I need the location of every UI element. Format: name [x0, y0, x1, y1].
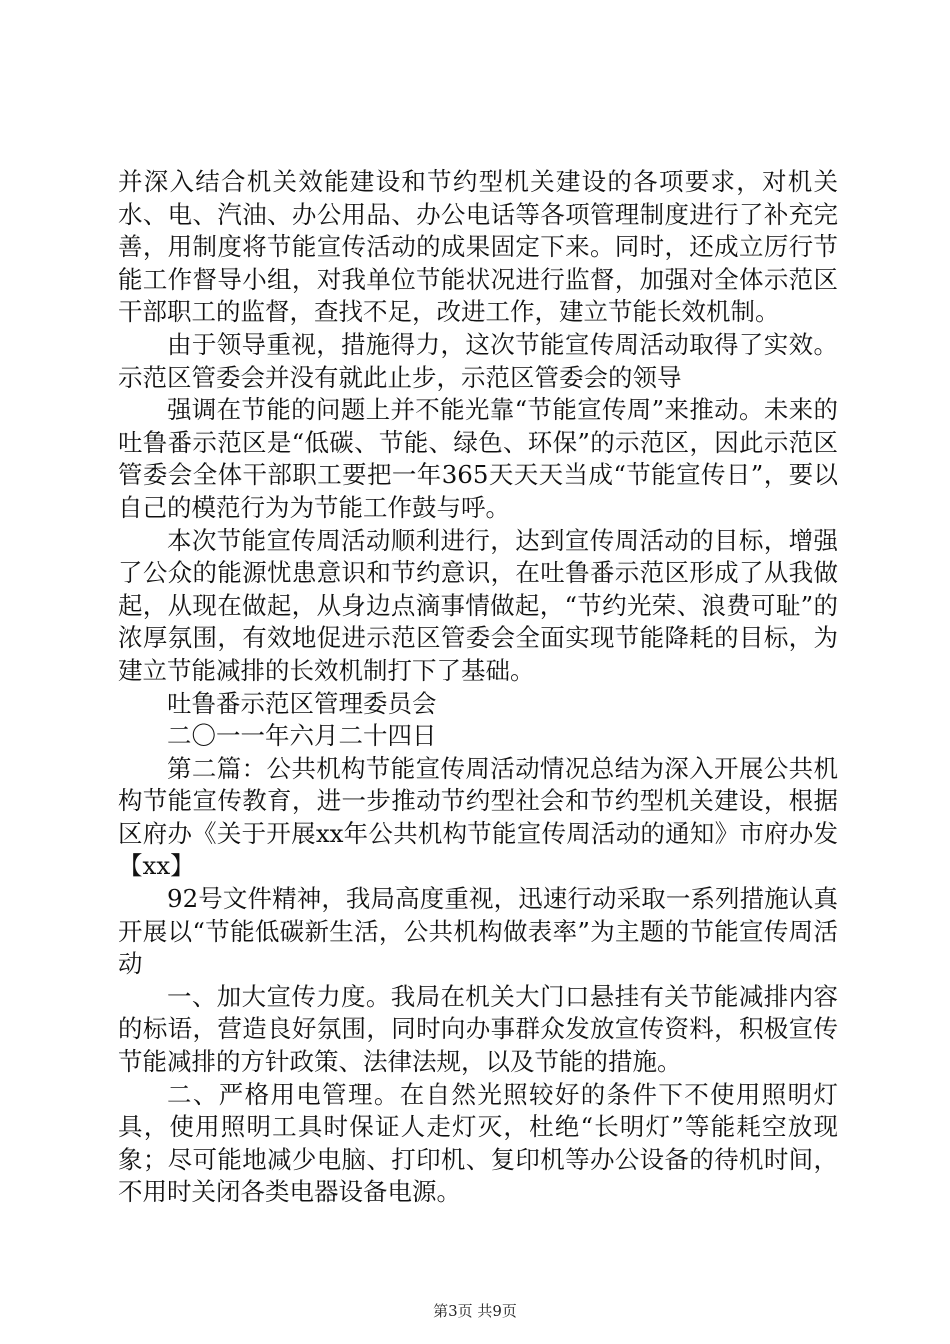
- paragraph-item-two: 二、严格用电管理。在自然光照较好的条件下不使用照明灯具，使用照明工具时保证人走灯灭，杜绝“长明灯”等能耗空放现象；尽可能地减少电脑、打印机、复印机等办公设备的待机时间，不用时关闭各类电器设备电源。: [118, 1079, 838, 1207]
- paragraph-2: 由于领导重视，措施得力，这次节能宣传周活动取得了实效。示范区管委会并没有就此止步，示范区管委会的领导: [118, 329, 838, 392]
- page-number: 第3页 共9页: [433, 1302, 517, 1320]
- signature-date: 二〇一一年六月二十四日: [167, 721, 437, 751]
- paragraph-item-one: 一、加大宣传力度。我局在机关大门口悬挂有关节能减排内容的标语，营造良好氛围，同时向办事群众发放宣传资料，积极宣传节能减排的方针政策、法律法规，以及节能的措施。: [118, 981, 838, 1077]
- paragraph-4: 本次节能宣传周活动顺利进行，达到宣传周活动的目标，增强了公众的能源忧患意识和节约意识，在吐鲁番示范区形成了从我做起，从现在做起，从身边点滴事情做起，“节约光荣、浪费可耻”的浓厚氛围，有效地促进示范区管委会全面实现节能降耗的目标，为建立节能减排的长效机制打下了基础。: [118, 525, 838, 685]
- paragraph-document-spirit: 92号文件精神，我局高度重视，迅速行动采取一系列措施认真开展以“节能低碳新生活，公共机构做表率”为主题的节能宣传周活动: [118, 884, 838, 979]
- paragraph-3: 强调在节能的问题上并不能光靠“节能宣传周”来推动。未来的吐鲁番示范区是“低碳、节能、绿色、环保”的示范区，因此示范区管委会全体干部职工要把一年365天天天当成“节能宣传日”，要以自己的模范行为为节能工作鼓与呼。: [118, 395, 838, 522]
- paragraph-section-two: 第二篇：公共机构节能宣传周活动情况总结为深入开展公共机构节能宣传教育，进一步推动节约型社会和节约型机关建设，根据区府办《关于开展xx年公共机构节能宣传周活动的通知》市府办发【xx】: [118, 753, 838, 881]
- document-body: [118, 166, 838, 1209]
- signature-organization: 吐鲁番示范区管理委员会: [167, 688, 437, 718]
- paragraph-1: 并深入结合机关效能建设和节约型机关建设的各项要求，对机关水、电、汽油、办公用品、办公电话等各项管理制度进行了补充完善，用制度将节能宣传活动的成果固定下来。同时，还成立厉行节能工作督导小组，对我单位节能状况进行监督，加强对全体示范区干部职工的监督，查找不足，改进工作，建立节能长效机制。: [118, 167, 838, 327]
